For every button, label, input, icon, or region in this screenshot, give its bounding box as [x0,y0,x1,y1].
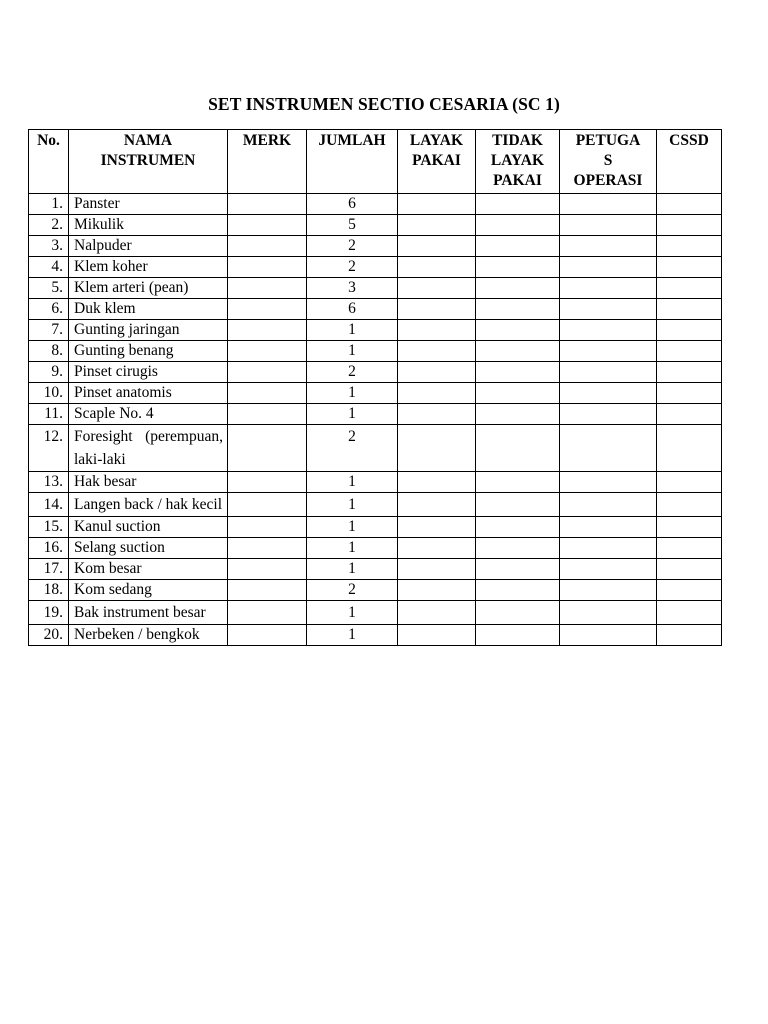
table-row [29,601,722,625]
cssd-cell [657,362,722,383]
document-title: SET INSTRUMEN SECTIO CESARIA (SC 1) [208,94,560,114]
merk-cell [228,538,307,559]
layak-pakai-cell [398,538,476,559]
row-number: 1. [29,194,69,215]
row-number: 8. [29,341,69,362]
jumlah-cell: 2 [307,257,398,278]
jumlah-cell: 1 [307,601,398,625]
merk-cell [228,194,307,215]
instrument-name: Kom besar [69,559,228,580]
jumlah-cell: 1 [307,383,398,404]
jumlah-cell: 2 [307,236,398,257]
jumlah-cell: 1 [307,559,398,580]
row-number: 3. [29,236,69,257]
layak-pakai-cell [398,493,476,517]
petugas-operasi-cell [560,215,657,236]
petugas-operasi-cell [560,299,657,320]
row-number: 12. [29,425,69,472]
cssd-cell [657,472,722,493]
jumlah-cell: 1 [307,538,398,559]
petugas-operasi-cell [560,538,657,559]
instrument-table [28,129,722,646]
table-row [29,341,722,362]
header-cssd: CSSD [657,130,722,194]
tidak-layak-pakai-cell [476,472,560,493]
layak-pakai-cell [398,236,476,257]
cssd-cell [657,320,722,341]
petugas-operasi-cell [560,404,657,425]
table-row [29,493,722,517]
layak-pakai-cell [398,320,476,341]
header-row [29,130,722,194]
instrument-name: Nalpuder [69,236,228,257]
tidak-layak-pakai-cell [476,404,560,425]
table-row [29,538,722,559]
layak-pakai-cell [398,625,476,646]
row-number: 4. [29,257,69,278]
tidak-layak-pakai-cell [476,538,560,559]
petugas-operasi-cell [560,517,657,538]
table-row [29,215,722,236]
cssd-cell [657,580,722,601]
petugas-operasi-cell [560,472,657,493]
cssd-cell [657,215,722,236]
tidak-layak-pakai-cell [476,383,560,404]
jumlah-cell: 1 [307,517,398,538]
instrument-name: Klem arteri (pean) [69,278,228,299]
table-row [29,559,722,580]
instrument-name: Panster [69,194,228,215]
cssd-cell [657,278,722,299]
merk-cell [228,383,307,404]
layak-pakai-cell [398,472,476,493]
header-jumlah: JUMLAH [307,130,398,194]
layak-pakai-cell [398,404,476,425]
instrument-name: Hak besar [69,472,228,493]
layak-pakai-cell [398,299,476,320]
table-row [29,472,722,493]
jumlah-cell: 2 [307,362,398,383]
merk-cell [228,236,307,257]
layak-pakai-cell [398,517,476,538]
cssd-cell [657,493,722,517]
layak-pakai-cell [398,362,476,383]
petugas-operasi-cell [560,341,657,362]
merk-cell [228,404,307,425]
merk-cell [228,299,307,320]
row-number: 6. [29,299,69,320]
row-number: 20. [29,625,69,646]
tidak-layak-pakai-cell [476,517,560,538]
layak-pakai-cell [398,215,476,236]
header-petugas-operasi: PETUGA S OPERASI [560,130,657,194]
layak-pakai-cell [398,383,476,404]
header-tidak-layak-pakai: TIDAK LAYAK PAKAI [476,130,560,194]
instrument-name: Bak instrument besar [69,601,228,625]
jumlah-cell: 1 [307,472,398,493]
row-number: 19. [29,601,69,625]
jumlah-cell: 6 [307,299,398,320]
merk-cell [228,493,307,517]
cssd-cell [657,236,722,257]
merk-cell [228,580,307,601]
jumlah-cell: 1 [307,341,398,362]
row-number: 15. [29,517,69,538]
table-row [29,257,722,278]
instrument-name: Mikulik [69,215,228,236]
cssd-cell [657,194,722,215]
row-number: 7. [29,320,69,341]
petugas-operasi-cell [560,362,657,383]
merk-cell [228,425,307,472]
petugas-operasi-cell [560,383,657,404]
jumlah-cell: 1 [307,404,398,425]
table-row [29,517,722,538]
instrument-name: Langen back / hak kecil [69,493,228,517]
tidak-layak-pakai-cell [476,425,560,472]
row-number: 9. [29,362,69,383]
layak-pakai-cell [398,278,476,299]
tidak-layak-pakai-cell [476,601,560,625]
petugas-operasi-cell [560,425,657,472]
cssd-cell [657,341,722,362]
petugas-operasi-cell [560,194,657,215]
tidak-layak-pakai-cell [476,320,560,341]
table-row [29,194,722,215]
layak-pakai-cell [398,559,476,580]
table-row [29,580,722,601]
jumlah-cell: 1 [307,320,398,341]
jumlah-cell: 3 [307,278,398,299]
header-layak-pakai: LAYAK PAKAI [398,130,476,194]
instrument-name: Pinset cirugis [69,362,228,383]
table-row [29,383,722,404]
merk-cell [228,362,307,383]
merk-cell [228,278,307,299]
petugas-operasi-cell [560,236,657,257]
layak-pakai-cell [398,601,476,625]
tidak-layak-pakai-cell [476,215,560,236]
header-merk: MERK [228,130,307,194]
cssd-cell [657,425,722,472]
petugas-operasi-cell [560,493,657,517]
merk-cell [228,601,307,625]
petugas-operasi-cell [560,320,657,341]
row-number: 16. [29,538,69,559]
row-number: 18. [29,580,69,601]
table-row [29,404,722,425]
table-row [29,362,722,383]
layak-pakai-cell [398,580,476,601]
cssd-cell [657,517,722,538]
row-number: 13. [29,472,69,493]
layak-pakai-cell [398,194,476,215]
merk-cell [228,341,307,362]
petugas-operasi-cell [560,580,657,601]
petugas-operasi-cell [560,257,657,278]
tidak-layak-pakai-cell [476,580,560,601]
jumlah-cell: 1 [307,493,398,517]
merk-cell [228,472,307,493]
layak-pakai-cell [398,341,476,362]
table-row [29,299,722,320]
cssd-cell [657,299,722,320]
instrument-name: Duk klem [69,299,228,320]
instrument-name: Klem koher [69,257,228,278]
petugas-operasi-cell [560,625,657,646]
cssd-cell [657,601,722,625]
instrument-name: Kanul suction [69,517,228,538]
instrument-name: Foresight (perempuan, laki-laki [69,425,228,472]
jumlah-cell: 2 [307,580,398,601]
table-row [29,236,722,257]
table-row [29,278,722,299]
tidak-layak-pakai-cell [476,362,560,383]
jumlah-cell: 2 [307,425,398,472]
merk-cell [228,517,307,538]
tidak-layak-pakai-cell [476,625,560,646]
jumlah-cell: 5 [307,215,398,236]
merk-cell [228,625,307,646]
table-row [29,320,722,341]
instrument-name: Nerbeken / bengkok [69,625,228,646]
tidak-layak-pakai-cell [476,493,560,517]
merk-cell [228,215,307,236]
tidak-layak-pakai-cell [476,278,560,299]
row-number: 2. [29,215,69,236]
instrument-name: Kom sedang [69,580,228,601]
table-row [29,425,722,472]
tidak-layak-pakai-cell [476,299,560,320]
jumlah-cell: 6 [307,194,398,215]
tidak-layak-pakai-cell [476,236,560,257]
layak-pakai-cell [398,257,476,278]
cssd-cell [657,404,722,425]
cssd-cell [657,559,722,580]
tidak-layak-pakai-cell [476,257,560,278]
row-number: 10. [29,383,69,404]
instrument-name: Pinset anatomis [69,383,228,404]
petugas-operasi-cell [560,278,657,299]
cssd-cell [657,538,722,559]
instrument-name: Selang suction [69,538,228,559]
cssd-cell [657,625,722,646]
header-no: No. [29,130,69,194]
row-number: 14. [29,493,69,517]
merk-cell [228,320,307,341]
instrument-name: Scaple No. 4 [69,404,228,425]
cssd-cell [657,257,722,278]
petugas-operasi-cell [560,601,657,625]
tidak-layak-pakai-cell [476,559,560,580]
merk-cell [228,257,307,278]
row-number: 5. [29,278,69,299]
jumlah-cell: 1 [307,625,398,646]
tidak-layak-pakai-cell [476,341,560,362]
header-nama-instrumen: NAMA INSTRUMEN [69,130,228,194]
row-number: 11. [29,404,69,425]
layak-pakai-cell [398,425,476,472]
cssd-cell [657,383,722,404]
merk-cell [228,559,307,580]
instrument-name: Gunting jaringan [69,320,228,341]
instrument-name: Gunting benang [69,341,228,362]
petugas-operasi-cell [560,559,657,580]
table-row [29,625,722,646]
tidak-layak-pakai-cell [476,194,560,215]
row-number: 17. [29,559,69,580]
